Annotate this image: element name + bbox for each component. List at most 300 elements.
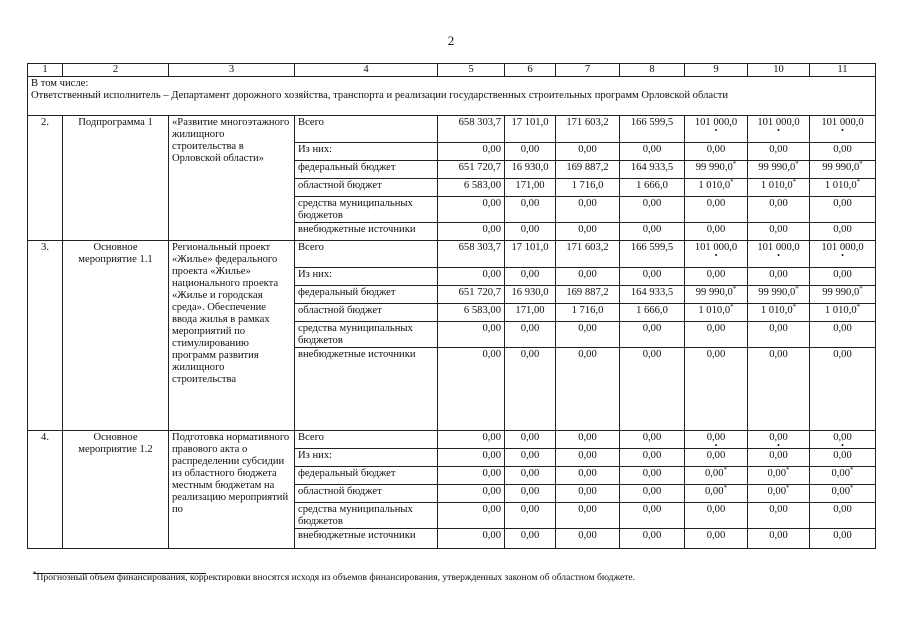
- asterisk-mark: *: [850, 466, 854, 474]
- amount-cell: [505, 241, 556, 268]
- amount-cell: [556, 304, 620, 322]
- amount-value: 0,00: [642, 349, 662, 360]
- amount-value: 0,00: [769, 198, 788, 209]
- column-number: 7: [556, 64, 620, 77]
- amount-value: 0,00: [704, 468, 724, 479]
- amount-cell: [620, 431, 685, 449]
- table-row: [28, 116, 876, 143]
- amount-value: 99 990,0: [822, 162, 860, 173]
- amount-cell: [438, 223, 505, 241]
- amount-value: 1 010,0: [698, 305, 731, 316]
- amount-value: 1 716,0: [571, 305, 604, 316]
- row-name: Основное мероприятие 1.1: [63, 241, 169, 431]
- amount-value: 651 720,7: [458, 287, 501, 298]
- amount-value: 101 000,0: [821, 242, 864, 253]
- amount-value: 0,00: [769, 144, 788, 155]
- amount-value: 0,00: [482, 349, 501, 360]
- amount-cell: [438, 268, 505, 286]
- amount-cell: [685, 485, 748, 503]
- amount-value: 0,00: [769, 432, 788, 443]
- amount-value: 1 010,0: [760, 305, 793, 316]
- amount-value: 17 101,0: [511, 117, 549, 128]
- amount-cell: [685, 348, 748, 431]
- amount-cell: [556, 322, 620, 348]
- table-row: [28, 241, 876, 268]
- amount-value: 0,00: [520, 504, 540, 515]
- amount-cell: [620, 179, 685, 197]
- asterisk-mark: *: [786, 466, 790, 474]
- amount-value: 0,00: [767, 468, 787, 479]
- amount-cell: [438, 467, 505, 485]
- amount-value: 166 599,5: [630, 242, 674, 253]
- amount-value: 0,00: [833, 450, 852, 461]
- amount-cell: [556, 467, 620, 485]
- amount-cell: [556, 143, 620, 161]
- amount-cell: [810, 179, 876, 197]
- amount-value: 169 887,2: [566, 287, 609, 298]
- funding-source-label: областной бюджет: [295, 304, 438, 322]
- amount-cell: [810, 503, 876, 529]
- amount-cell: [810, 116, 876, 143]
- amount-value: 0,00: [578, 450, 597, 461]
- amount-cell: [556, 449, 620, 467]
- funding-source-label: Из них:: [295, 449, 438, 467]
- amount-cell: [556, 503, 620, 529]
- amount-value: 658 303,7: [458, 117, 501, 128]
- amount-value: 171 603,2: [566, 117, 609, 128]
- funding-source-label: средства муниципальных бюджетов: [295, 322, 438, 348]
- amount-value: 0,00: [833, 432, 852, 443]
- column-number: 10: [748, 64, 810, 77]
- funding-source-label: Всего: [295, 431, 438, 449]
- column-number: 1: [28, 64, 63, 77]
- amount-cell: [810, 223, 876, 241]
- amount-cell: [685, 179, 748, 197]
- amount-cell: [810, 449, 876, 467]
- amount-cell: [556, 268, 620, 286]
- amount-value: 171,00: [515, 180, 545, 191]
- amount-cell: [438, 322, 505, 348]
- amount-value: 0,00: [482, 323, 501, 334]
- amount-cell: [685, 161, 748, 179]
- amount-cell: [685, 322, 748, 348]
- amount-value: 1 010,0: [824, 180, 857, 191]
- amount-value: 0,00: [520, 530, 540, 541]
- amount-cell: [620, 197, 685, 223]
- amount-cell: [620, 241, 685, 268]
- amount-value: 99 990,0: [758, 162, 796, 173]
- funding-source-label: областной бюджет: [295, 485, 438, 503]
- page-number: 2: [447, 33, 455, 48]
- amount-value: 0,00: [482, 144, 501, 155]
- amount-cell: [810, 304, 876, 322]
- amount-value: 0,00: [642, 198, 662, 209]
- footnote-dot-mark: •: [714, 251, 718, 260]
- amount-value: 0,00: [578, 269, 597, 280]
- amount-cell: [810, 197, 876, 223]
- amount-value: 0,00: [520, 468, 540, 479]
- info-line-2: Ответственный исполнитель – Департамент дорожного хозяйства, транспорта и реализации государственных строительных программ Орловской области: [31, 90, 729, 101]
- amount-cell: [748, 286, 810, 304]
- amount-value: 1 010,0: [824, 305, 857, 316]
- amount-value: 17 101,0: [511, 242, 549, 253]
- footnote-dot-mark: •: [714, 126, 718, 135]
- amount-cell: [556, 485, 620, 503]
- asterisk-mark: *: [786, 484, 790, 492]
- amount-value: 6 583,00: [463, 305, 501, 316]
- amount-cell: [556, 348, 620, 431]
- row-name: Основное мероприятие 1.2: [63, 431, 169, 549]
- asterisk-mark: *: [792, 303, 797, 311]
- amount-value: 101 000,0: [821, 117, 864, 128]
- amount-cell: [748, 529, 810, 549]
- amount-value: 651 720,7: [458, 162, 501, 173]
- funding-source-label: Из них:: [295, 143, 438, 161]
- amount-cell: [620, 485, 685, 503]
- info-line-1: В том числе:: [31, 78, 89, 89]
- amount-value: 0,00: [769, 269, 788, 280]
- amount-value: 0,00: [642, 269, 662, 280]
- footnote-dot-mark: •: [777, 126, 780, 135]
- amount-value: 0,00: [831, 468, 851, 479]
- amount-cell: [556, 431, 620, 449]
- amount-value: 6 583,00: [463, 180, 501, 191]
- footnote-dot-mark: •: [841, 251, 844, 260]
- amount-cell: [620, 161, 685, 179]
- amount-value: 0,00: [482, 486, 501, 497]
- amount-value: 0,00: [833, 323, 852, 334]
- amount-cell: [505, 431, 556, 449]
- footnote-dot-mark: •: [714, 441, 718, 449]
- amount-value: 0,00: [706, 504, 726, 515]
- funding-source-label: внебюджетные источники: [295, 529, 438, 549]
- amount-value: 0,00: [482, 504, 501, 515]
- amount-cell: [438, 241, 505, 268]
- column-number: 2: [63, 64, 169, 77]
- asterisk-mark: *: [856, 303, 861, 311]
- amount-value: 0,00: [769, 530, 788, 541]
- amount-value: 0,00: [482, 450, 501, 461]
- asterisk-mark: *: [859, 285, 863, 293]
- amount-value: 0,00: [578, 432, 597, 443]
- amount-value: 164 933,5: [630, 162, 674, 173]
- amount-cell: [620, 529, 685, 549]
- amount-value: 166 599,5: [630, 117, 674, 128]
- amount-cell: [438, 348, 505, 431]
- amount-cell: [620, 143, 685, 161]
- amount-value: 0,00: [769, 450, 788, 461]
- amount-value: 658 303,7: [458, 242, 501, 253]
- amount-cell: [505, 529, 556, 549]
- asterisk-mark: *: [792, 178, 797, 186]
- amount-value: 0,00: [642, 144, 662, 155]
- amount-cell: [685, 268, 748, 286]
- amount-cell: [620, 449, 685, 467]
- amount-value: 99 990,0: [758, 287, 796, 298]
- amount-cell: [748, 143, 810, 161]
- amount-cell: [505, 116, 556, 143]
- amount-cell: [438, 304, 505, 322]
- amount-cell: [810, 467, 876, 485]
- amount-cell: [748, 467, 810, 485]
- amount-value: 0,00: [578, 198, 597, 209]
- amount-value: 0,00: [833, 198, 852, 209]
- amount-value: 0,00: [706, 450, 726, 461]
- amount-cell: [748, 223, 810, 241]
- amount-value: 0,00: [642, 530, 662, 541]
- amount-cell: [685, 503, 748, 529]
- funding-source-label: средства муниципальных бюджетов: [295, 503, 438, 529]
- amount-cell: [685, 304, 748, 322]
- amount-cell: [685, 197, 748, 223]
- amount-value: 0,00: [706, 224, 726, 235]
- amount-cell: [748, 348, 810, 431]
- amount-value: 0,00: [769, 323, 788, 334]
- amount-value: 0,00: [642, 432, 662, 443]
- amount-cell: [438, 503, 505, 529]
- amount-value: 0,00: [642, 450, 662, 461]
- amount-cell: [556, 241, 620, 268]
- amount-value: 171,00: [515, 305, 545, 316]
- amount-value: 0,00: [520, 323, 540, 334]
- amount-cell: [505, 322, 556, 348]
- amount-cell: [685, 286, 748, 304]
- amount-cell: [748, 116, 810, 143]
- amount-cell: [810, 268, 876, 286]
- funding-source-label: Из них:: [295, 268, 438, 286]
- amount-value: 0,00: [704, 486, 724, 497]
- amount-value: 101 000,0: [757, 117, 800, 128]
- row-number: 4.: [28, 431, 63, 549]
- amount-cell: [438, 116, 505, 143]
- funding-source-label: внебюджетные источники: [295, 348, 438, 431]
- amount-value: 0,00: [520, 432, 540, 443]
- amount-cell: [685, 529, 748, 549]
- row-description: Региональный проект «Жилье» федерального проекта «Жилье» национального проекта «Жилье и городская среда». Обеспечение ввода жилья в рамках мероприятий по стимулированию программ развития жилищного строительства: [169, 241, 295, 431]
- info-cell: [28, 77, 876, 116]
- asterisk-mark: *: [723, 466, 728, 474]
- amount-value: 0,00: [833, 269, 852, 280]
- amount-cell: [748, 241, 810, 268]
- table-row: [28, 431, 876, 449]
- amount-cell: [438, 179, 505, 197]
- amount-value: 0,00: [482, 432, 501, 443]
- amount-cell: [620, 286, 685, 304]
- amount-cell: [505, 503, 556, 529]
- amount-value: 0,00: [482, 269, 501, 280]
- amount-value: 1 010,0: [760, 180, 793, 191]
- column-number: 5: [438, 64, 505, 77]
- amount-cell: [810, 348, 876, 431]
- amount-cell: [748, 197, 810, 223]
- amount-value: 0,00: [706, 349, 726, 360]
- amount-cell: [620, 348, 685, 431]
- amount-value: 16 930,0: [511, 287, 549, 298]
- amount-cell: [810, 161, 876, 179]
- amount-value: 99 990,0: [695, 287, 733, 298]
- amount-cell: [556, 161, 620, 179]
- amount-cell: [438, 161, 505, 179]
- amount-cell: [505, 348, 556, 431]
- amount-value: 101 000,0: [694, 242, 738, 253]
- amount-value: 0,00: [642, 468, 662, 479]
- amount-value: 0,00: [482, 530, 501, 541]
- amount-cell: [685, 116, 748, 143]
- amount-value: 0,00: [578, 349, 597, 360]
- amount-value: 0,00: [482, 198, 501, 209]
- row-number: 3.: [28, 241, 63, 431]
- footnote-text: Прогнозный объем финансирования, корректировки вносятся исходя из объемов финансирования, утвержденных законом об областном бюджете.: [36, 572, 636, 583]
- footnote-dot-mark: •: [777, 251, 780, 260]
- amount-cell: [810, 485, 876, 503]
- amount-value: 0,00: [520, 486, 540, 497]
- amount-value: 1 666,0: [636, 305, 668, 316]
- amount-cell: [748, 179, 810, 197]
- footnote-asterisk: *: [33, 570, 37, 578]
- amount-cell: [748, 449, 810, 467]
- amount-value: 0,00: [642, 323, 662, 334]
- row-number: 2.: [28, 116, 63, 241]
- amount-cell: [685, 431, 748, 449]
- amount-cell: [438, 286, 505, 304]
- amount-value: 169 887,2: [566, 162, 609, 173]
- amount-value: 0,00: [642, 504, 662, 515]
- amount-value: 0,00: [833, 224, 852, 235]
- amount-cell: [438, 449, 505, 467]
- column-number: 11: [810, 64, 876, 77]
- amount-value: 0,00: [578, 224, 597, 235]
- amount-cell: [438, 485, 505, 503]
- amount-value: 1 666,0: [636, 180, 668, 191]
- amount-cell: [748, 322, 810, 348]
- amount-cell: [810, 431, 876, 449]
- amount-cell: [810, 286, 876, 304]
- info-row: [28, 77, 876, 116]
- amount-cell: [556, 197, 620, 223]
- amount-value: 99 990,0: [695, 162, 733, 173]
- funding-source-label: средства муниципальных бюджетов: [295, 197, 438, 223]
- amount-value: 0,00: [769, 224, 788, 235]
- amount-cell: [556, 179, 620, 197]
- amount-value: 171 603,2: [566, 242, 609, 253]
- amount-cell: [505, 485, 556, 503]
- amount-cell: [685, 143, 748, 161]
- amount-value: 0,00: [520, 198, 540, 209]
- amount-cell: [620, 322, 685, 348]
- amount-cell: [748, 268, 810, 286]
- amount-value: 0,00: [578, 504, 597, 515]
- amount-cell: [505, 449, 556, 467]
- amount-value: 1 716,0: [571, 180, 604, 191]
- asterisk-mark: *: [859, 160, 863, 168]
- amount-value: 0,00: [706, 530, 726, 541]
- amount-cell: [438, 143, 505, 161]
- amount-cell: [685, 241, 748, 268]
- amount-value: 0,00: [767, 486, 787, 497]
- asterisk-mark: *: [795, 160, 799, 168]
- amount-cell: [685, 449, 748, 467]
- amount-cell: [620, 304, 685, 322]
- amount-value: 99 990,0: [822, 287, 860, 298]
- amount-cell: [620, 116, 685, 143]
- asterisk-mark: *: [850, 484, 854, 492]
- amount-value: 0,00: [482, 468, 501, 479]
- funding-source-label: областной бюджет: [295, 179, 438, 197]
- amount-cell: [505, 268, 556, 286]
- amount-cell: [556, 529, 620, 549]
- amount-cell: [748, 304, 810, 322]
- amount-cell: [620, 467, 685, 485]
- amount-cell: [620, 268, 685, 286]
- amount-value: 0,00: [482, 224, 501, 235]
- amount-cell: [810, 143, 876, 161]
- footnote-dot-mark: •: [841, 126, 844, 135]
- amount-cell: [748, 431, 810, 449]
- amount-cell: [685, 467, 748, 485]
- amount-cell: [505, 179, 556, 197]
- amount-cell: [810, 529, 876, 549]
- amount-cell: [685, 223, 748, 241]
- amount-value: 0,00: [831, 486, 851, 497]
- amount-value: 0,00: [520, 349, 540, 360]
- column-number: 3: [169, 64, 295, 77]
- amount-value: 0,00: [833, 504, 852, 515]
- row-description: Подготовка нормативного правового акта о распределении субсидии из областного бюджета местным бюджетам на реализацию мероприятий по: [169, 431, 295, 549]
- column-number: 9: [685, 64, 748, 77]
- amount-value: 0,00: [642, 224, 662, 235]
- amount-cell: [810, 241, 876, 268]
- asterisk-mark: *: [856, 178, 861, 186]
- amount-value: 0,00: [706, 432, 726, 443]
- row-name: Подпрограмма 1: [63, 116, 169, 241]
- amount-cell: [505, 197, 556, 223]
- funding-source-label: федеральный бюджет: [295, 286, 438, 304]
- amount-value: 0,00: [578, 486, 597, 497]
- amount-value: 101 000,0: [694, 117, 738, 128]
- amount-value: 0,00: [578, 530, 597, 541]
- amount-value: 0,00: [769, 349, 788, 360]
- asterisk-mark: *: [730, 178, 734, 186]
- amount-value: 16 930,0: [511, 162, 549, 173]
- amount-value: 0,00: [833, 530, 852, 541]
- amount-cell: [810, 322, 876, 348]
- amount-value: 0,00: [578, 323, 597, 334]
- amount-value: 101 000,0: [757, 242, 800, 253]
- amount-value: 0,00: [520, 224, 540, 235]
- amount-cell: [505, 304, 556, 322]
- funding-source-label: Всего: [295, 116, 438, 143]
- budget-table: [27, 63, 876, 549]
- amount-value: 0,00: [833, 349, 852, 360]
- row-description: «Развитие многоэтажного жилищного строительства в Орловской области»: [169, 116, 295, 241]
- column-number: 4: [295, 64, 438, 77]
- amount-cell: [620, 223, 685, 241]
- funding-source-label: федеральный бюджет: [295, 161, 438, 179]
- amount-value: 0,00: [520, 144, 540, 155]
- column-number-row: [28, 64, 876, 77]
- amount-cell: [556, 223, 620, 241]
- asterisk-mark: *: [732, 285, 737, 293]
- asterisk-mark: *: [732, 160, 737, 168]
- asterisk-mark: *: [730, 303, 734, 311]
- footnote-dot-mark: •: [841, 441, 844, 449]
- amount-cell: [505, 467, 556, 485]
- amount-value: 0,00: [706, 144, 726, 155]
- amount-value: 0,00: [833, 144, 852, 155]
- asterisk-mark: *: [795, 285, 799, 293]
- amount-cell: [556, 286, 620, 304]
- amount-cell: [505, 223, 556, 241]
